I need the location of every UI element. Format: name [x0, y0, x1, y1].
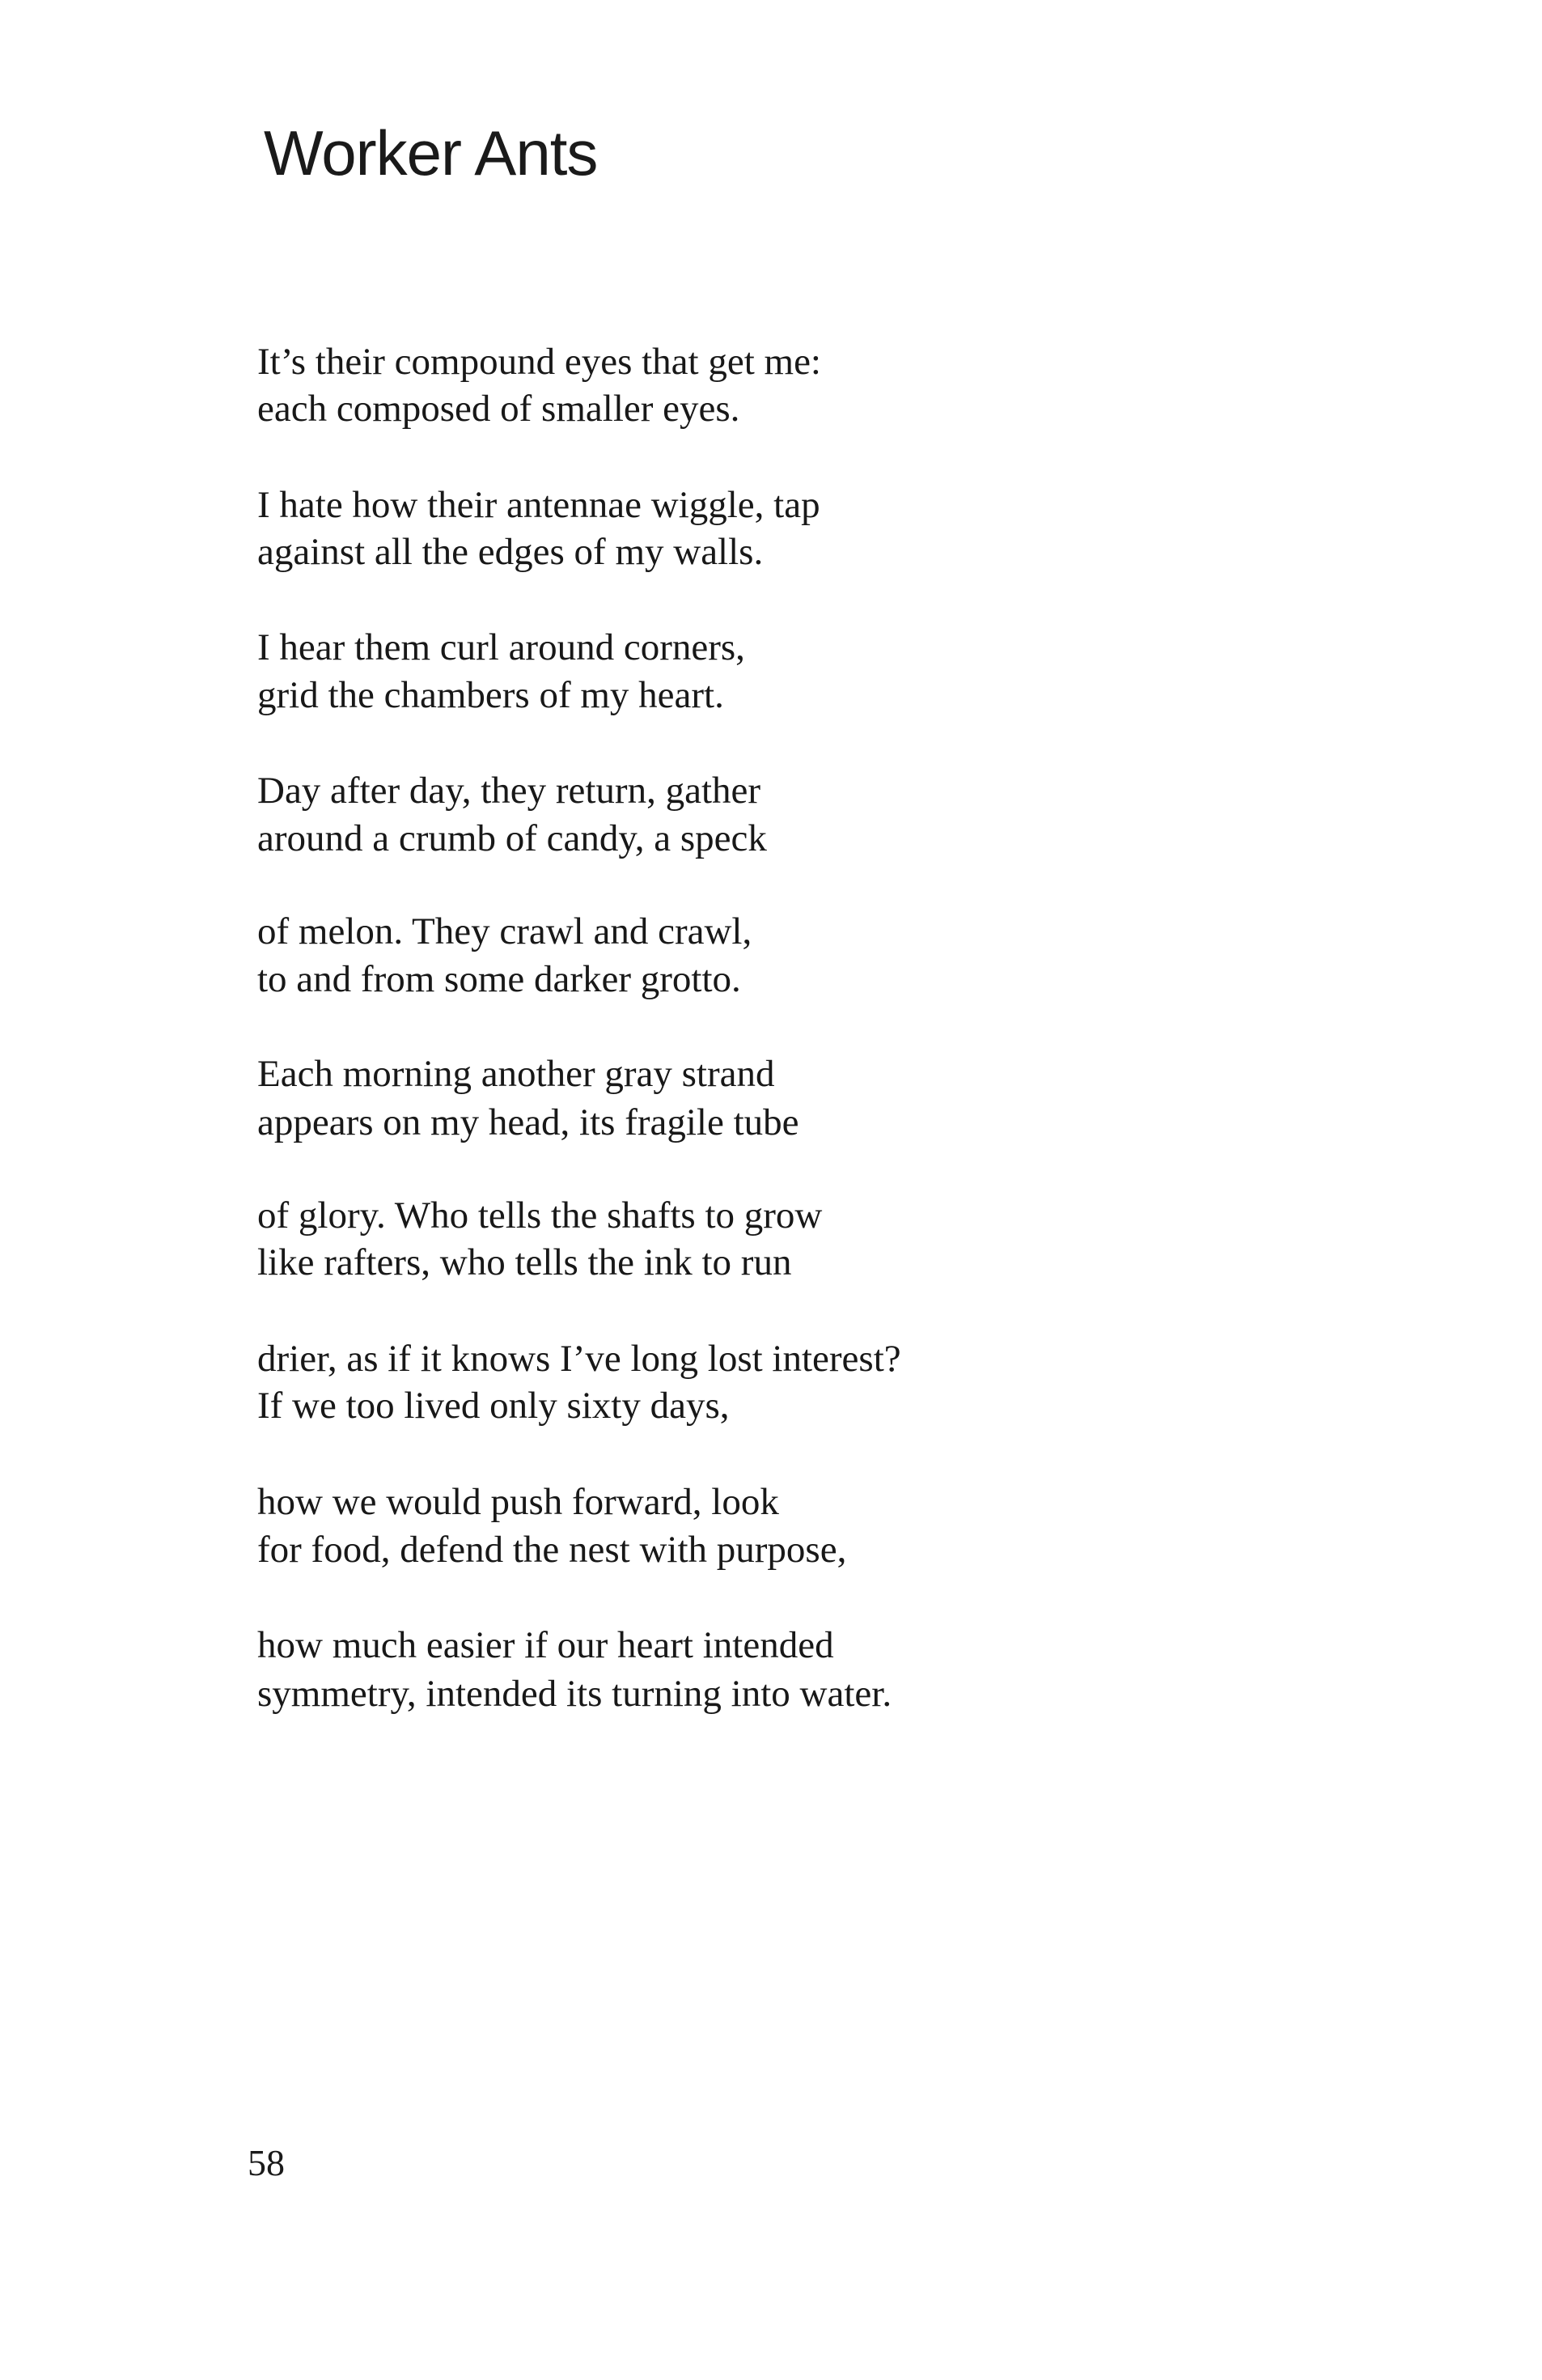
poem-line: I hear them curl around corners, [257, 626, 745, 668]
poem-line: Each morning another gray strand [257, 1053, 775, 1095]
poem-line: around a crumb of candy, a speck [257, 817, 767, 859]
poem-line: against all the edges of my walls. [257, 531, 764, 573]
poem-line: to and from some darker grotto. [257, 958, 741, 1000]
poem-line: how much easier if our heart intended [257, 1624, 834, 1666]
poem-line: I hate how their antennae wiggle, tap [257, 484, 820, 526]
poem-line: appears on my head, its fragile tube [257, 1101, 799, 1143]
poem-line: for food, defend the nest with purpose, [257, 1529, 847, 1571]
poem-line: drier, as if it knows I’ve long lost interest? [257, 1338, 901, 1380]
poem-line: symmetry, intended its turning into water. [257, 1673, 892, 1715]
poem-line: It’s their compound eyes that get me: [257, 341, 821, 383]
poem-line: like rafters, who tells the ink to run [257, 1241, 792, 1283]
page-number: 58 [248, 2142, 285, 2183]
poem-line: how we would push forward, look [257, 1481, 779, 1523]
poem-line: Day after day, they return, gather [257, 770, 761, 812]
poem-line: of glory. Who tells the shafts to grow [257, 1194, 823, 1237]
poem-title: Worker Ants [264, 117, 598, 189]
poem-line: grid the chambers of my heart. [257, 674, 724, 716]
poem-line: If we too lived only sixty days, [257, 1385, 730, 1427]
poem-line: each composed of smaller eyes. [257, 388, 740, 430]
poem-line: of melon. They crawl and crawl, [257, 910, 752, 952]
